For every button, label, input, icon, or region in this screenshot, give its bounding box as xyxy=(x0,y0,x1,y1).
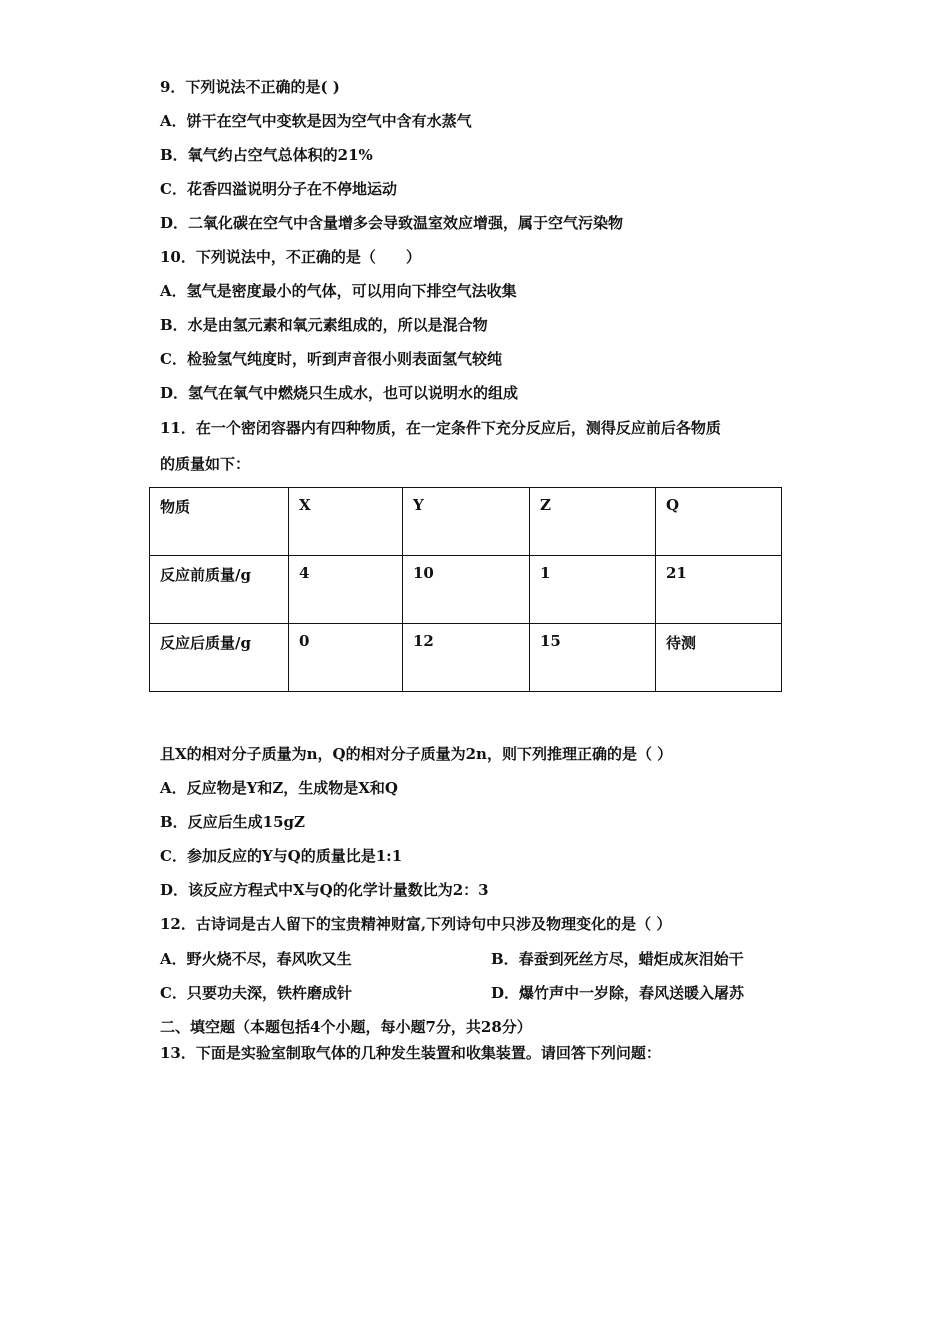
table-header-row xyxy=(150,488,782,556)
q12-stem: 12．古诗词是古人留下的宝贵精神财富,下列诗句中只涉及物理变化的是（ ） xyxy=(160,915,672,933)
table-header: Z xyxy=(530,488,656,556)
q10-option-d: D．氢气在氧气中燃烧只生成水，也可以说明水的组成 xyxy=(160,384,519,402)
q9-option-c: C．花香四溢说明分子在不停地运动 xyxy=(160,180,397,198)
table-cell: 反应后质量/g xyxy=(150,624,289,692)
q9-option-b: B．氧气约占空气总体积的21% xyxy=(160,146,373,164)
q11-option-b: B．反应后生成15gZ xyxy=(160,813,305,831)
table-header: X xyxy=(289,488,403,556)
mass-table xyxy=(149,487,782,692)
table-cell: 21 xyxy=(656,556,782,624)
q10-option-a: A．氢气是密度最小的气体，可以用向下排空气法收集 xyxy=(160,282,517,300)
table-cell: 反应前质量/g xyxy=(150,556,289,624)
q9-stem: 9．下列说法不正确的是( ) xyxy=(160,78,340,96)
q11-stem-line3: 且X的相对分子质量为n，Q的相对分子质量为2n，则下列推理正确的是（ ） xyxy=(160,745,673,763)
q10-stem: 10．下列说法中，不正确的是（ ） xyxy=(160,248,421,266)
q11-option-d: D．该反应方程式中X与Q的化学计量数比为2：3 xyxy=(160,881,489,899)
q12-option-a: A．野火烧不尽，春风吹又生 xyxy=(160,950,352,968)
table-header: Y xyxy=(403,488,530,556)
q9-option-a: A．饼干在空气中变软是因为空气中含有水蒸气 xyxy=(160,112,472,130)
q11-option-c: C．参加反应的Y与Q的质量比是1:1 xyxy=(160,847,403,865)
q10-option-c: C．检验氢气纯度时，听到声音很小则表面氢气较纯 xyxy=(160,350,502,368)
table-cell: 1 xyxy=(530,556,656,624)
table-header: 物质 xyxy=(150,488,289,556)
q11-option-a: A．反应物是Y和Z，生成物是X和Q xyxy=(160,779,399,797)
q10-option-b: B．水是由氢元素和氧元素组成的，所以是混合物 xyxy=(160,316,488,334)
table-cell: 12 xyxy=(403,624,530,692)
q12-option-c: C．只要功夫深，铁杵磨成针 xyxy=(160,984,352,1002)
table-row xyxy=(150,624,782,692)
table-cell: 15 xyxy=(530,624,656,692)
q13-stem: 13．下面是实验室制取气体的几种发生装置和收集装置。请回答下列问题： xyxy=(160,1044,661,1062)
table-cell: 0 xyxy=(289,624,403,692)
table-cell: 10 xyxy=(403,556,530,624)
table-cell: 待测 xyxy=(656,624,782,692)
q11-stem-line2: 的质量如下： xyxy=(160,455,251,473)
q11-stem-line1: 11．在一个密闭容器内有四种物质，在一定条件下充分反应后，测得反应前后各物质 xyxy=(160,419,721,437)
table-cell: 4 xyxy=(289,556,403,624)
q12-option-b: B．春蚕到死丝方尽，蜡炬成灰泪始干 xyxy=(491,950,744,968)
table-row xyxy=(150,556,782,624)
section-heading: 二、填空题（本题包括4个小题，每小题7分，共28分） xyxy=(160,1018,532,1036)
q12-option-d: D．爆竹声中一岁除，春风送暖入屠苏 xyxy=(491,984,745,1002)
q9-option-d: D．二氧化碳在空气中含量增多会导致温室效应增强，属于空气污染物 xyxy=(160,214,624,232)
table-header: Q xyxy=(656,488,782,556)
